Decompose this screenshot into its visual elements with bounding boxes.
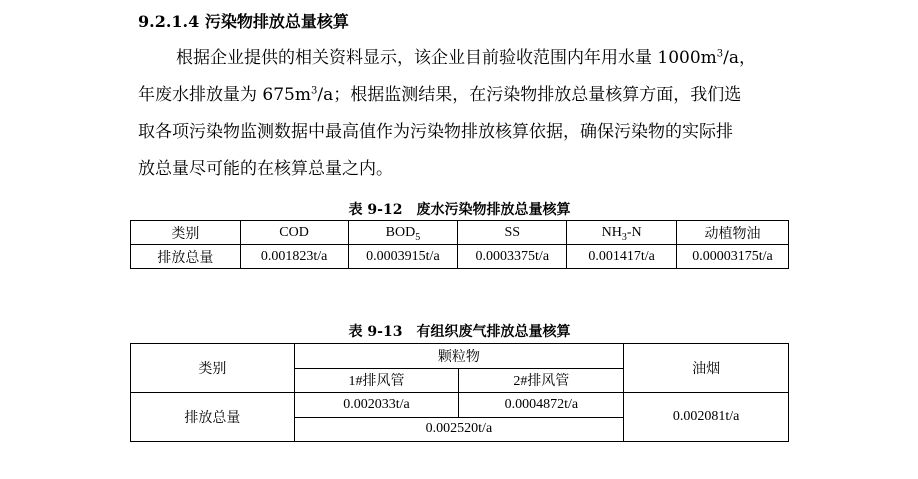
table-caption-9-12: 表 9-12 废水污染物排放总量核算 xyxy=(348,202,571,218)
cell-cod: 0.001823t/a xyxy=(240,245,348,269)
cell-pipe-1: 0.002033t/a xyxy=(294,393,459,418)
cell-bod5: 0.0003915t/a xyxy=(348,245,458,269)
cell-oil-fume: 0.002081t/a xyxy=(624,393,789,442)
exhaust-emission-table xyxy=(130,343,789,442)
header-category: 类别 xyxy=(131,221,241,245)
row-label: 排放总量 xyxy=(131,245,241,269)
paragraph-line-1: 根据企业提供的相关资料显示，该企业目前验收范围内年用水量 $1000m^3/a$， xyxy=(176,48,757,68)
header-particulate: 颗粒物 xyxy=(294,344,624,369)
header-bod5: $BOD_5$ xyxy=(348,221,458,245)
header-animal-plant-oil: 动植物油 xyxy=(677,221,789,245)
table-row xyxy=(131,245,789,269)
header-nh3n: $NH_3-N$ xyxy=(567,221,677,245)
table-header-row xyxy=(131,344,789,369)
paragraph-line-4: 放总量尽可能的在核算总量之内。 xyxy=(138,159,393,179)
body-paragraph xyxy=(138,40,788,188)
cell-animal-plant-oil: 0.00003175t/a xyxy=(677,245,789,269)
cell-pipe-2: 0.0004872t/a xyxy=(459,393,624,418)
header-pipe-1: 1#排风管 xyxy=(294,368,459,393)
cell-particulate-total: 0.002520t/a xyxy=(294,417,624,442)
paragraph-line-3: 取各项污染物监测数据中最高值作为污染物排放核算依据，确保污染物的实际排 xyxy=(138,122,733,142)
header-oil-fume: 油烟 xyxy=(624,344,789,393)
header-category: 类别 xyxy=(131,344,295,393)
table-header-row xyxy=(131,221,789,245)
header-pipe-2: 2#排风管 xyxy=(459,368,624,393)
cell-nh3n: 0.001417t/a xyxy=(567,245,677,269)
paragraph-line-2: 年废水排放量为 $675m^3/a$；根据监测结果，在污染物排放总量核算方面，我们选 xyxy=(138,85,742,105)
header-ss: SS xyxy=(458,221,567,245)
row-label: 排放总量 xyxy=(131,393,295,442)
wastewater-emission-table xyxy=(130,220,789,269)
table-row xyxy=(131,393,789,418)
section-heading: 9.2.1.4 污染物排放总量核算 xyxy=(138,12,349,31)
header-cod: COD xyxy=(240,221,348,245)
table-caption-9-13: 表 9-13 有组织废气排放总量核算 xyxy=(348,324,571,340)
cell-ss: 0.0003375t/a xyxy=(458,245,567,269)
